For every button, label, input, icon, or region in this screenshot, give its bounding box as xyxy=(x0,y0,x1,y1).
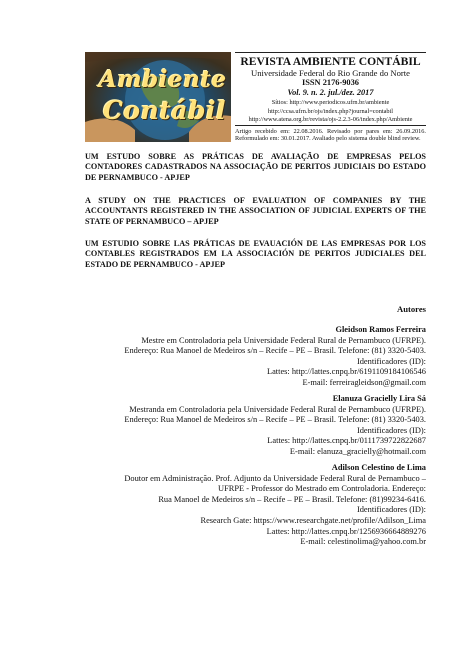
logo-word-1: Ambiente xyxy=(99,66,227,93)
title-portuguese: UM ESTUDO SOBRE AS PRÁTICAS DE AVALIAÇÃO DE EMPRESAS PELOS CONTADORES CADASTRADOS NA ASSOCIAÇÃO DE PERITOS JUDICIAIS DO ESTADO DE PERNAMBUCO - APJEP xyxy=(85,152,426,182)
review-dates: Artigo recebido em: 22.08.2016. Revisado por pares em: 26.09.2016. Reformulado em: 30.01.2017. Avaliado pelo sistema double blind review. xyxy=(235,127,426,143)
title-spanish: UM ESTUDIO SOBRE LAS PRÁTICAS DE EVAUACIÓN DE LAS EMPRESAS POR LOS CONTABLES REGISTRADOS EM LA ASSOCIACIÓN DE PERITOS JUDICIALES DEL ESTADO DE PERNAMBUCO - APJEP xyxy=(85,239,426,269)
journal-header xyxy=(85,52,426,142)
author-line: Identificadores (ID): xyxy=(356,356,426,366)
author-block-1 xyxy=(85,325,426,389)
author-line: Rua Manoel de Medeiros s/n – Recife – PE – Brasil. Telefone: (81)99234-6416. xyxy=(158,494,426,504)
title-english: A STUDY ON THE PRACTICES OF EVALUATION OF COMPANIES BY THE ACCOUNTANTS REGISTERED IN THE ASSOCIATION OF JUDICIAL EXPERTS OF THE STATE OF PERNAMBUCO – APJEP xyxy=(85,196,426,226)
header-mid-rule xyxy=(235,125,426,126)
author-lattes-link[interactable]: Lattes: http://lattes.cnpq.br/1256936664889276 xyxy=(266,526,426,536)
logo-word-2: Contábil xyxy=(103,96,226,125)
journal-meta xyxy=(235,52,426,143)
site-link-2[interactable]: http://ccsa.ufrn.br/ojs/index.php?journal=contabil xyxy=(267,107,394,115)
author-name: Elanuza Gracielly Lira Sá xyxy=(332,394,426,403)
site-link-3[interactable]: http://www.atena.org.br/revista/ojs-2.2.3-06/index.php/Ambiente xyxy=(248,116,413,124)
site-link-1[interactable]: Sítios: http://www.periodicos.ufrn.br/ambiente xyxy=(271,99,390,106)
author-email-link[interactable]: E-mail: elanuza_gracielly@hotmail.com xyxy=(289,446,426,456)
author-researchgate-link[interactable]: Research Gate: https://www.researchgate.net/profile/Adilson_Lima xyxy=(200,515,426,525)
author-line: Identificadores (ID): xyxy=(356,505,426,515)
author-line: Doutor em Administração. Prof. Adjunto da Universidade Federal Rural de Pernambuco – xyxy=(124,473,426,483)
issn: ISSN 2176-9036 xyxy=(301,78,359,87)
journal-title: REVISTA AMBIENTE CONTÁBIL xyxy=(240,55,421,68)
author-line: Endereço: Rua Manoel de Medeiros s/n – Recife – PE – Brasil. Telefone: (81) 3320-5403. xyxy=(124,346,426,356)
author-lattes-link[interactable]: Lattes: http://lattes.cnpq.br/6191109184106546 xyxy=(266,367,426,377)
author-line: Mestre em Controladoria pela Universidade Federal Rural de Pernambuco (UFRPE). xyxy=(141,335,426,345)
author-line: Endereço: Rua Manoel de Medeiros s/n – Recife – PE – Brasil. Telefone: (81) 3320-5403. xyxy=(124,415,426,425)
volume-info: Vol. 9. n. 2. jul./dez. 2017 xyxy=(287,88,374,97)
author-email-link[interactable]: E-mail: ferreiragleidson@gmail.com xyxy=(302,377,426,387)
author-line: Mestranda em Controladoria pela Universidade Federal Rural de Pernambuco (UFRPE). xyxy=(129,404,426,414)
authors-heading: Autores xyxy=(397,304,426,314)
author-name: Gleidson Ramos Ferreira xyxy=(335,325,426,334)
author-block-3 xyxy=(85,463,426,548)
journal-logo xyxy=(85,52,231,142)
author-email-link[interactable]: E-mail: celestinolima@yahoo.com.br xyxy=(300,537,426,547)
university-name: Universidade Federal do Rio Grande do Norte xyxy=(251,68,410,78)
author-block-2 xyxy=(85,394,426,458)
author-lattes-link[interactable]: Lattes: http://lattes.cnpq.br/0111739722822687 xyxy=(267,436,426,446)
author-name: Adilson Celestino de Lima xyxy=(331,463,426,472)
author-line: Identificadores (ID): xyxy=(356,425,426,435)
author-line: UFRPE - Professor do Mestrado em Controladoria. Endereço: xyxy=(218,484,426,494)
